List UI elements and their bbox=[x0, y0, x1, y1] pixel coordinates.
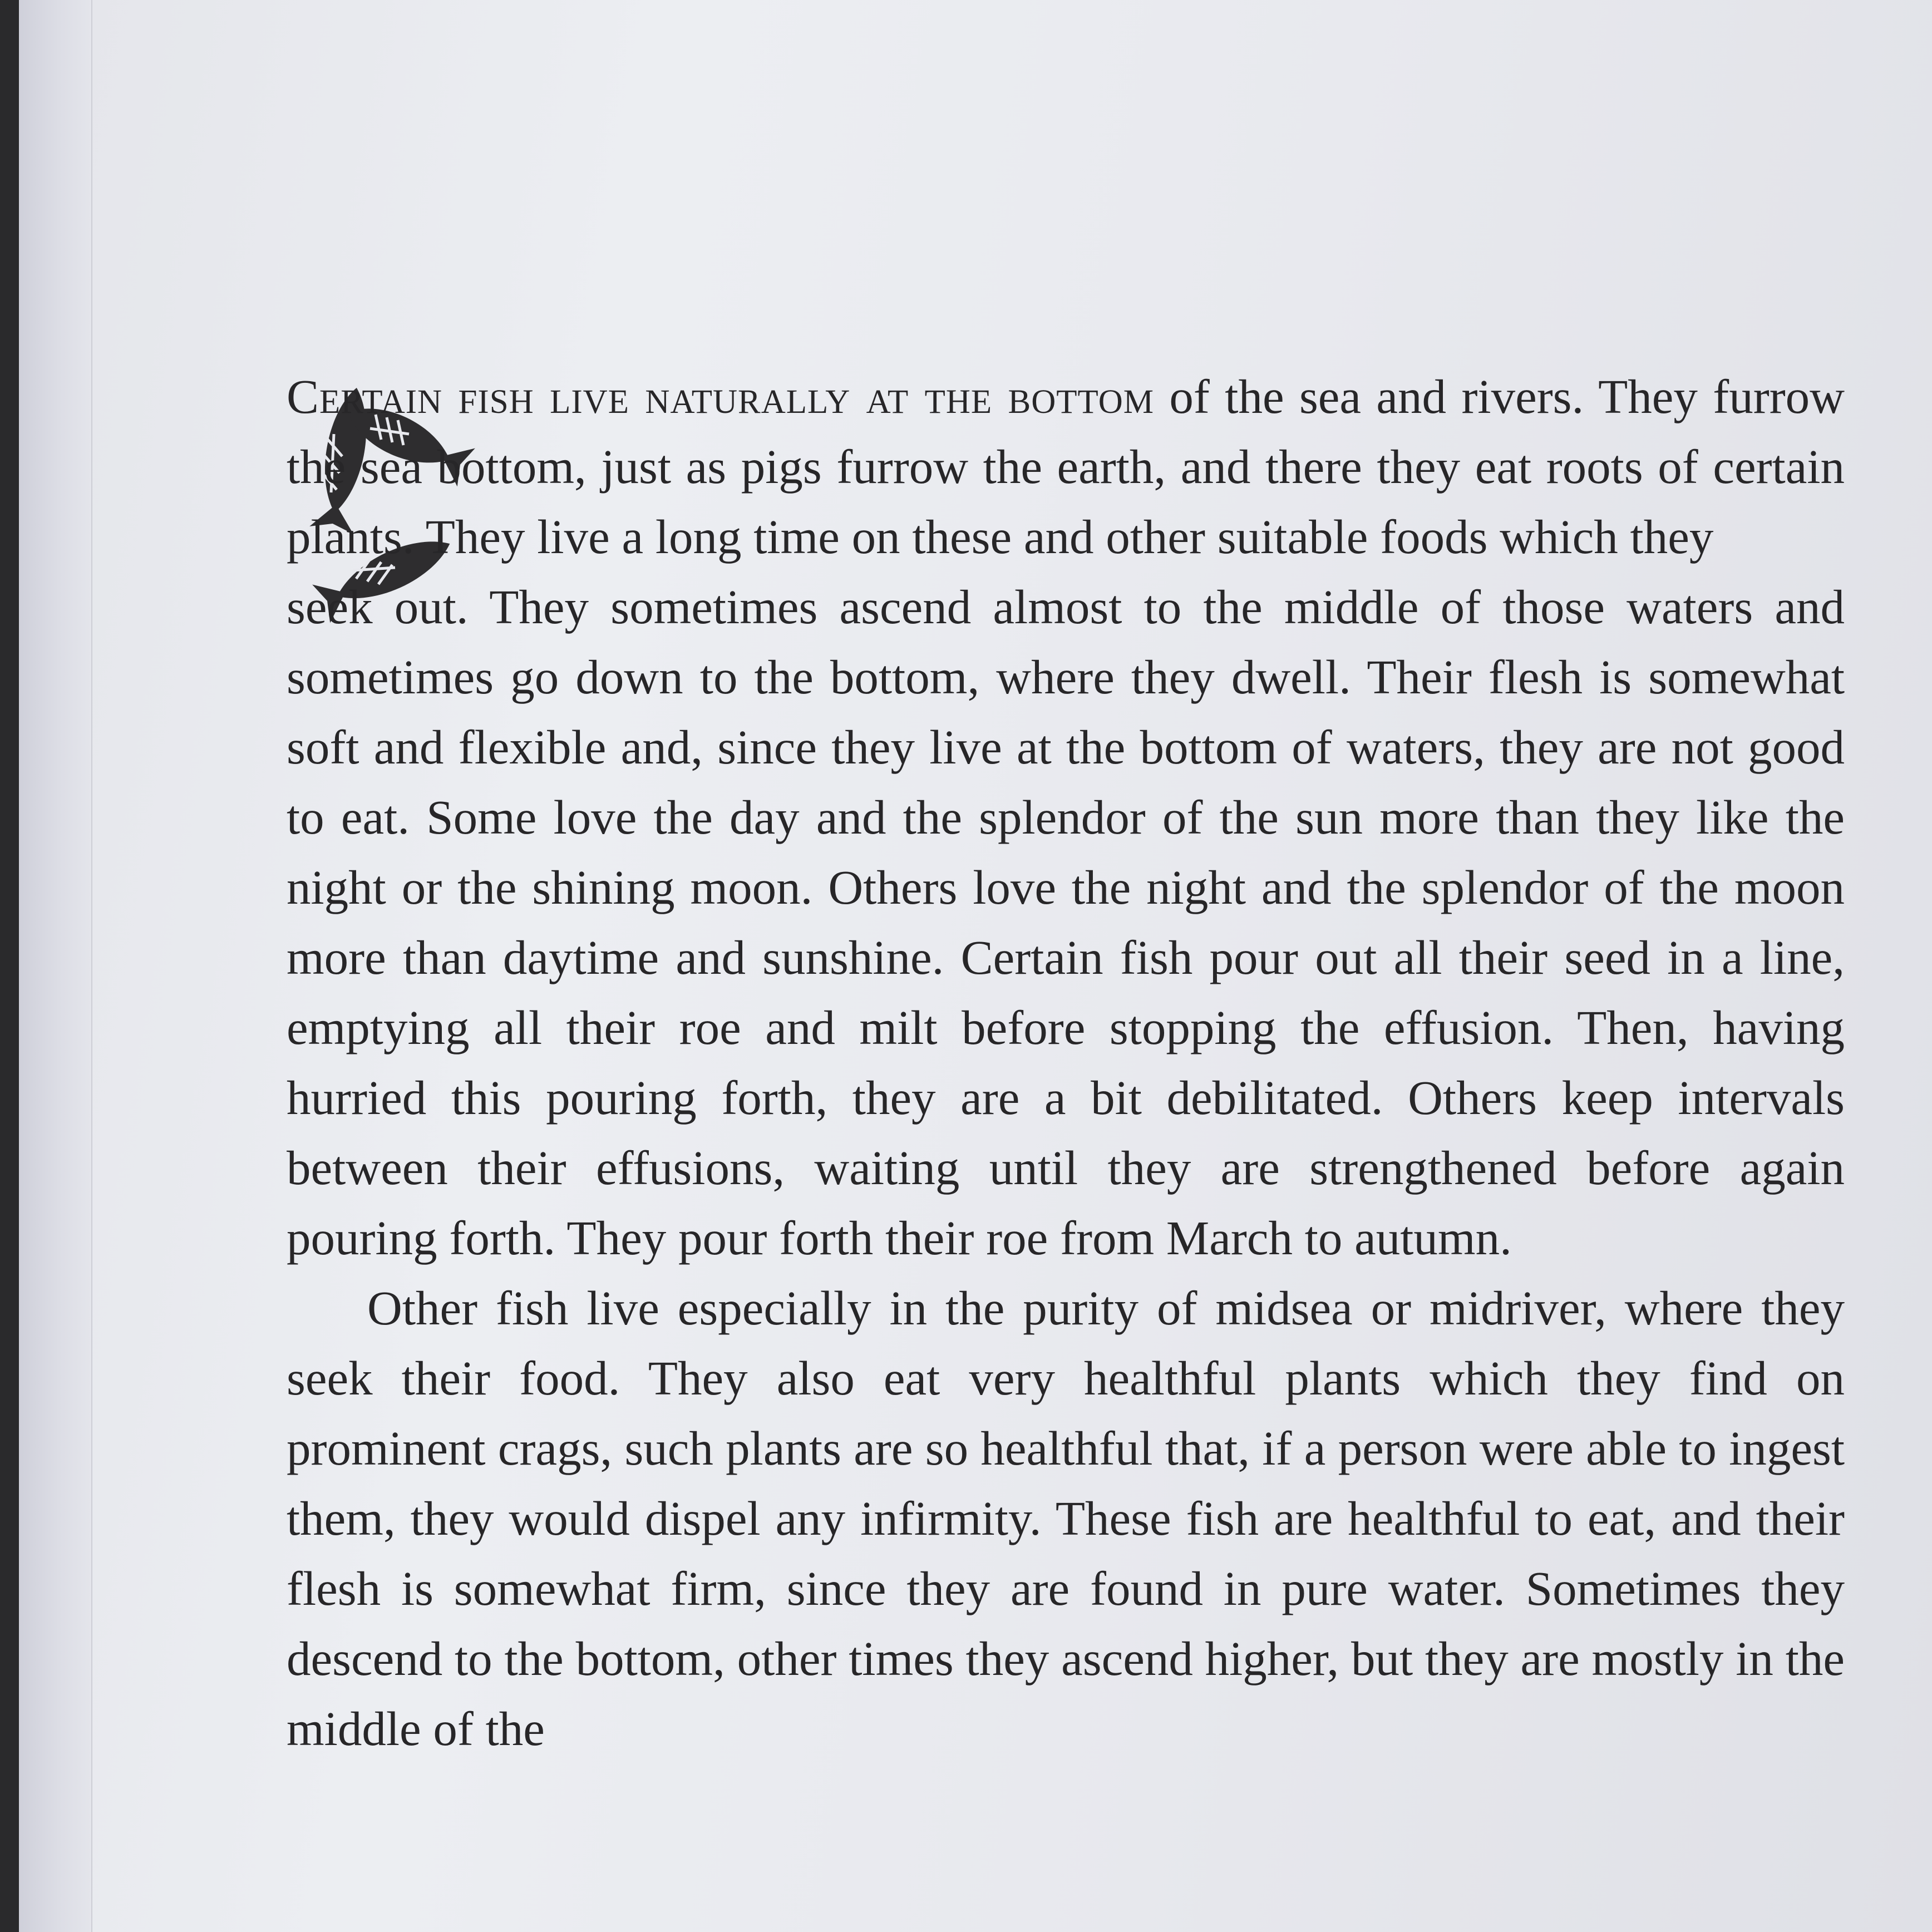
body-text bbox=[287, 362, 1845, 1764]
page-gutter bbox=[19, 0, 92, 1932]
paragraph-lead-small-caps: Certain fish live naturally at the bottom bbox=[287, 369, 1155, 423]
paragraph-first-lines bbox=[287, 362, 1845, 572]
book-edge bbox=[0, 0, 19, 1932]
paragraph-text-continued: seek out. They sometimes ascend almost to the middle of those waters and sometimes go down to the bottom, where they dwell. Their flesh is somewhat soft and flexible and, since they live at the bottom of waters, they are not good to eat. Some love the day and the splendor of the sun more than they like the night or the shining moon. Others love the night and the splendor of the moon more than daytime and sunshine. Certain fish pour out all their seed in a line, emptying all their roe and milt before stopping the effusion. Then, having hurried this pouring forth, they are a bit debilitated. Others keep intervals between their effusions, waiting until they are strengthened before again pouring forth. They pour forth their roe from March to autumn. bbox=[287, 580, 1845, 1265]
paragraph-text-beside-ornament: of the sea and rivers. They furrow the sea bottom, just as pigs furrow the earth, and there they eat roots of certain plants. They live a long time on these and other suitable foods which they bbox=[287, 369, 1845, 564]
paragraph-second: Other fish live especially in the purity of midsea or midriver, where they seek their food. They also eat very healthful plants which they find on prominent crags, such plants are so healthful that, if a person were able to ingest them, they would dispel any infirmity. These fish are healthful to eat, and their flesh is somewhat firm, since they are found in pure water. Sometimes they descend to the bottom, other times they ascend higher, but they are mostly in the middle of the bbox=[287, 1281, 1845, 1756]
